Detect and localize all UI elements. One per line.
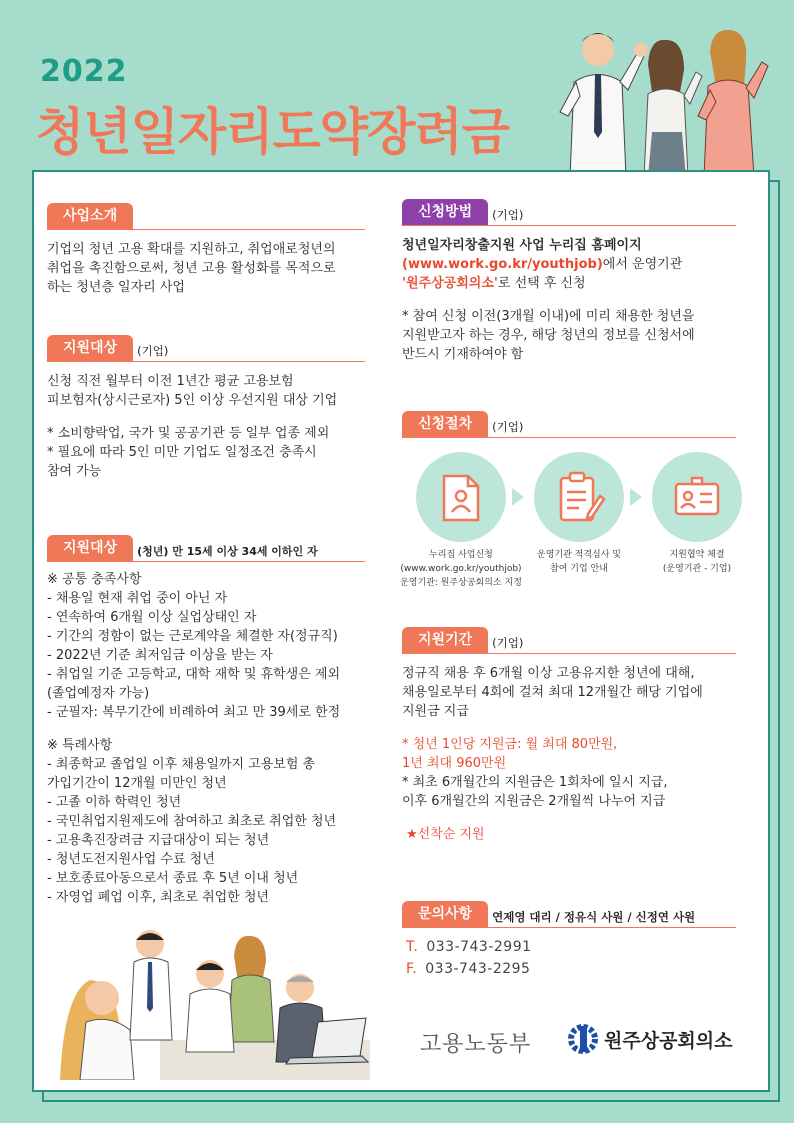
section-header (402, 200, 736, 226)
step-circle (652, 452, 742, 542)
page-title: 청년일자리도약장려금 (36, 103, 509, 161)
document-user-icon (416, 452, 506, 542)
section-header (402, 412, 736, 438)
apply-org: '원주상공회의소' (402, 276, 498, 291)
phone-line (406, 936, 736, 958)
common-items: - 채용일 현재 취업 중이 아닌 자 - 연속하여 6개월 이상 실업상태인 자 - 기간의 정함이 없는 근로계약을 체결한 자(정규직) - 2022년 기준 최저임금 이상을 받는 자 - 취업일 기준 고등학교, 대학 재학 및 휴학생은 제외 (졸업예정자 가능) - 군필자: 복무기간에 비례하여 최고 만 39세로 한정 (47, 591, 341, 720)
section-tag: 지원대상 (47, 335, 133, 361)
contact-lines (406, 936, 736, 980)
section-target-company (47, 336, 365, 481)
people-illustration (540, 12, 780, 177)
target-company-notes: * 소비향락업, 국가 및 공공기관 등 일부 업종 제외 * 필요에 따라 5인 미만 기업도 일정조건 충족시 참여 가능 (47, 426, 330, 479)
section-sub: (기업) (492, 636, 524, 650)
section-tag: 지원대상 (47, 535, 133, 561)
section-tag: 지원기간 (402, 627, 488, 653)
section-header (47, 536, 365, 562)
step-label: 지원협약 체결 (운영기관 - 기업) (662, 550, 732, 574)
apply-line-2: 에서 운영기관 (602, 257, 683, 272)
period-note: * 최초 6개월간의 지원금은 1회차에 일시 지급, 이후 6개월간의 지원금은 2개월씩 나누어 지급 (402, 775, 668, 809)
section-header (402, 902, 736, 928)
year-label: 2022 (40, 54, 128, 89)
section-contact (402, 902, 736, 980)
section-body (402, 664, 736, 844)
section-sub: (청년) 만 15세 이상 34세 이하인 자 (137, 545, 318, 558)
step-label: 운영기관 적격심사 및 참여 기업 안내 (537, 550, 621, 574)
section-body (47, 240, 365, 297)
section-tag: 신청방법 (402, 199, 488, 225)
step-circle (416, 452, 506, 542)
apply-url: (www.work.go.kr/youthjob) (402, 257, 603, 272)
clipboard-pen-icon (534, 452, 624, 542)
section-period (402, 628, 736, 844)
section-header (47, 336, 365, 362)
apply-note: * 참여 신청 이전(3개월 이내)에 미리 채용한 청년을 지원받고자 하는 경우, 해당 청년의 정보를 신청서에 반드시 기재하여야 함 (402, 309, 695, 362)
apply-line-1: 청년일자리창출지원 사업 누리집 홈페이지 (402, 238, 642, 253)
phone-prefix: T. (406, 939, 419, 955)
section-body (47, 372, 365, 481)
step-arrow (630, 488, 642, 506)
step-circle (534, 452, 624, 542)
target-company-text: 신청 직전 월부터 이전 1년간 평균 고용보험 피보험자(상시근로자) 5인 이상 우선지원 대상 기업 (47, 374, 338, 408)
fax-line (406, 958, 736, 980)
section-tag: 문의사항 (402, 901, 488, 927)
section-sub: (기업) (137, 344, 169, 358)
section-body (47, 570, 365, 907)
section-header (402, 628, 736, 654)
section-sub: (기업) (492, 420, 524, 434)
section-apply-method (402, 200, 736, 364)
step-label: 누리집 사업신청 (www.work.go.kr/youthjob) 운영기관: 원주상공회의소 지정 (400, 550, 522, 588)
period-text: 정규직 채용 후 6개월 이상 고용유지한 청년에 대해, 채용일로부터 4회에 걸쳐 최대 12개월간 해당 기업에 지원금 지급 (402, 666, 703, 719)
fax-prefix: F. (406, 961, 418, 977)
first-come-note: ★선착순 지원 (406, 827, 485, 842)
common-title: ※ 공통 충족사항 (47, 572, 142, 587)
kcci-logo-text: 원주상공회의소 (604, 1029, 733, 1052)
section-body (402, 236, 736, 364)
fax-number: 033-743-2295 (425, 961, 531, 977)
id-card-icon (652, 452, 742, 542)
kcci-logo (566, 1022, 732, 1056)
kcci-gear-icon (566, 1022, 600, 1056)
section-target-youth (47, 536, 365, 907)
special-title: ※ 특례사항 (47, 738, 113, 753)
phone-number: 033-743-2991 (426, 939, 532, 955)
section-header (47, 204, 365, 230)
section-tag: 신청절차 (402, 411, 488, 437)
step-arrow (512, 488, 524, 506)
contact-staff: 연제영 대리 / 정유식 사원 / 신정연 사원 (492, 910, 696, 924)
special-items: - 최종학교 졸업일 이후 채용일까지 고용보험 총 가입기간이 12개월 미만인 청년 - 고졸 이하 학력인 청년 - 국민취업지원제도에 참여하고 최초로 취업한 청년 - 고용촉진장려금 지급대상이 되는 청년 - 청년도전지원사업 수료 청년 - 보호종료아동으로서 종료 후 5년 이내 청년 - 자영업 폐업 이후, 최초로 취업한 청년 (47, 757, 337, 905)
meeting-illustration (50, 922, 380, 1080)
section-tag: 사업소개 (47, 203, 133, 229)
period-highlight: * 청년 1인당 지원금: 월 최대 80만원, 1년 최대 960만원 (402, 737, 618, 771)
section-intro (47, 204, 365, 297)
procedure-steps (400, 450, 750, 590)
section-procedure (402, 412, 736, 438)
section-sub: (기업) (492, 208, 524, 222)
apply-line-3: 로 선택 후 신청 (497, 276, 586, 291)
moel-logo: 고용노동부 (420, 1032, 532, 1057)
intro-text: 기업의 청년 고용 확대를 지원하고, 취업애로청년의 취업을 촉진함으로써, 청년 고용 활성화를 목적으로 하는 청년층 일자리 사업 (47, 242, 336, 295)
